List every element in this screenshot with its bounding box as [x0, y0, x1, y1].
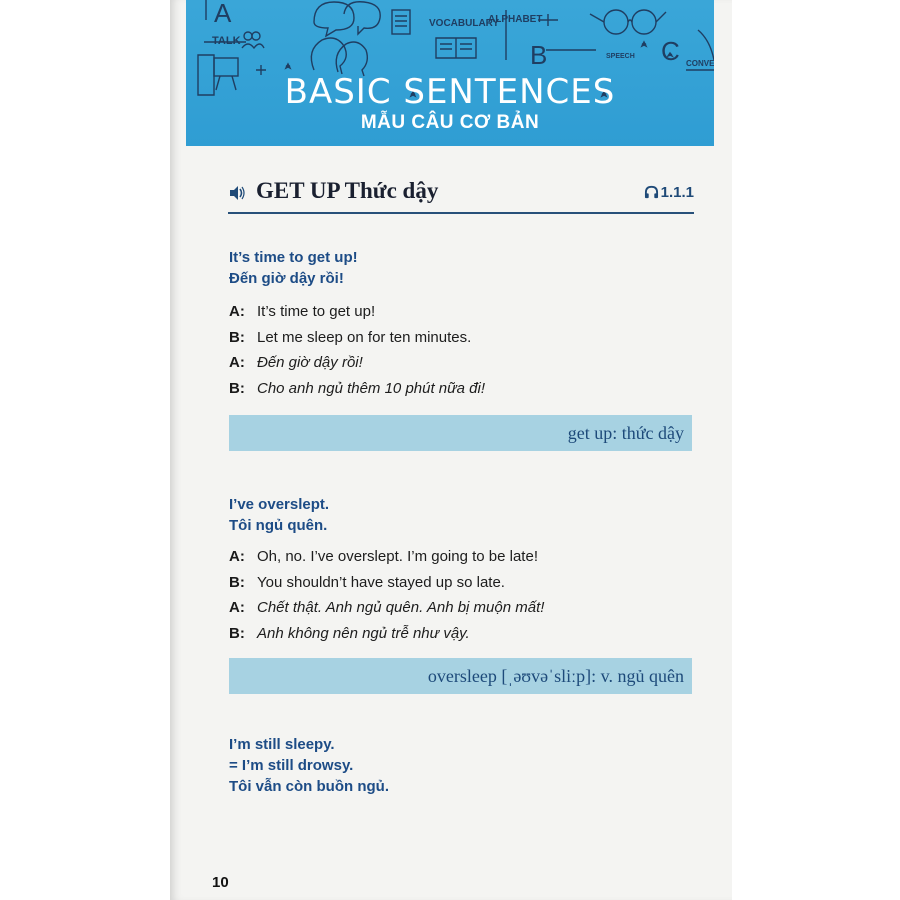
banner-subtitle: MẪU CÂU CƠ BẢN — [360, 112, 540, 133]
section-title: GET UP Thức dậy — [256, 178, 439, 203]
header-banner — [186, 0, 714, 146]
speaker-label: B: — [229, 328, 245, 346]
decor-letter-c: C — [661, 36, 680, 66]
dialog-text: Anh không nên ngủ trễ như vậy. — [257, 624, 470, 642]
block-2-heading — [229, 494, 329, 536]
block-1-dialog — [229, 299, 485, 401]
block-3-heading-en: I’m still sleepy. — [229, 736, 335, 753]
dialog-text: Oh, no. I’ve overslept. I’m going to be late! — [257, 548, 538, 565]
page-number: 10 — [212, 874, 229, 891]
speaker-label: A: — [229, 303, 245, 320]
dialog-text: You shouldn’t have stayed up so late. — [257, 573, 505, 591]
dialog-line — [229, 325, 485, 351]
speaker-label: B: — [229, 624, 245, 642]
dialog-line — [229, 299, 485, 325]
decor-letter-b: B — [530, 40, 548, 70]
headphones-icon — [644, 185, 659, 199]
decor-word-talk: TALK — [212, 35, 241, 47]
dialog-text: Chết thật. Anh ngủ quên. Anh bị muộn mất! — [257, 599, 545, 616]
dialog-text: Let me sleep on for ten minutes. — [257, 328, 472, 346]
dialog-text: Cho anh ngủ thêm 10 phút nữa đi! — [257, 379, 486, 397]
decor-letter-a: A — [214, 0, 232, 28]
section-header — [228, 178, 694, 214]
speaker-label: A: — [229, 548, 245, 565]
block-2-heading-vi: Tôi ngủ quên. — [229, 517, 328, 534]
left-margin — [0, 0, 170, 900]
block-1-vocab-note: get up: thức dậy — [229, 415, 692, 451]
speaker-icon[interactable] — [228, 184, 246, 202]
block-2-dialog — [229, 544, 544, 646]
right-margin — [732, 0, 900, 900]
block-3-heading-vi: Tôi vẫn còn buồn ngủ. — [229, 778, 389, 795]
dialog-line — [229, 350, 485, 376]
track-number: 1.1.1 — [660, 184, 694, 201]
block-2-heading-en: I’ve overslept. — [229, 496, 330, 513]
speaker-label: A: — [229, 599, 245, 616]
speaker-label: B: — [229, 379, 245, 397]
book-page — [170, 0, 732, 900]
decor-word-speech: SPEECH — [606, 53, 635, 60]
banner-title: BASIC SENTENCES — [284, 72, 616, 112]
dialog-line — [229, 570, 544, 596]
block-1-heading-en: It’s time to get up! — [229, 249, 358, 266]
dialog-line — [229, 621, 544, 647]
block-3-heading — [229, 734, 389, 797]
dialog-line — [229, 544, 544, 570]
decor-word-vocabulary: VOCABULARY — [429, 18, 500, 29]
dialog-text: It’s time to get up! — [257, 303, 376, 320]
block-2-vocab-note: oversleep [ˌəʊvəˈsliːp]: v. ngủ quên — [229, 658, 692, 694]
block-1-heading — [229, 247, 358, 289]
decor-word-conversation: CONVE — [686, 59, 714, 68]
dialog-line — [229, 595, 544, 621]
speaker-label: B: — [229, 573, 245, 591]
decor-word-alphabet: ALPHABET — [488, 14, 543, 25]
audio-track[interactable] — [644, 184, 694, 201]
speaker-label: A: — [229, 354, 245, 371]
block-1-heading-vi: Đến giờ dậy rồi! — [229, 270, 344, 287]
dialog-line — [229, 376, 485, 402]
block-3-heading-alt: = I’m still drowsy. — [229, 757, 354, 774]
dialog-text: Đến giờ dậy rồi! — [257, 354, 363, 371]
